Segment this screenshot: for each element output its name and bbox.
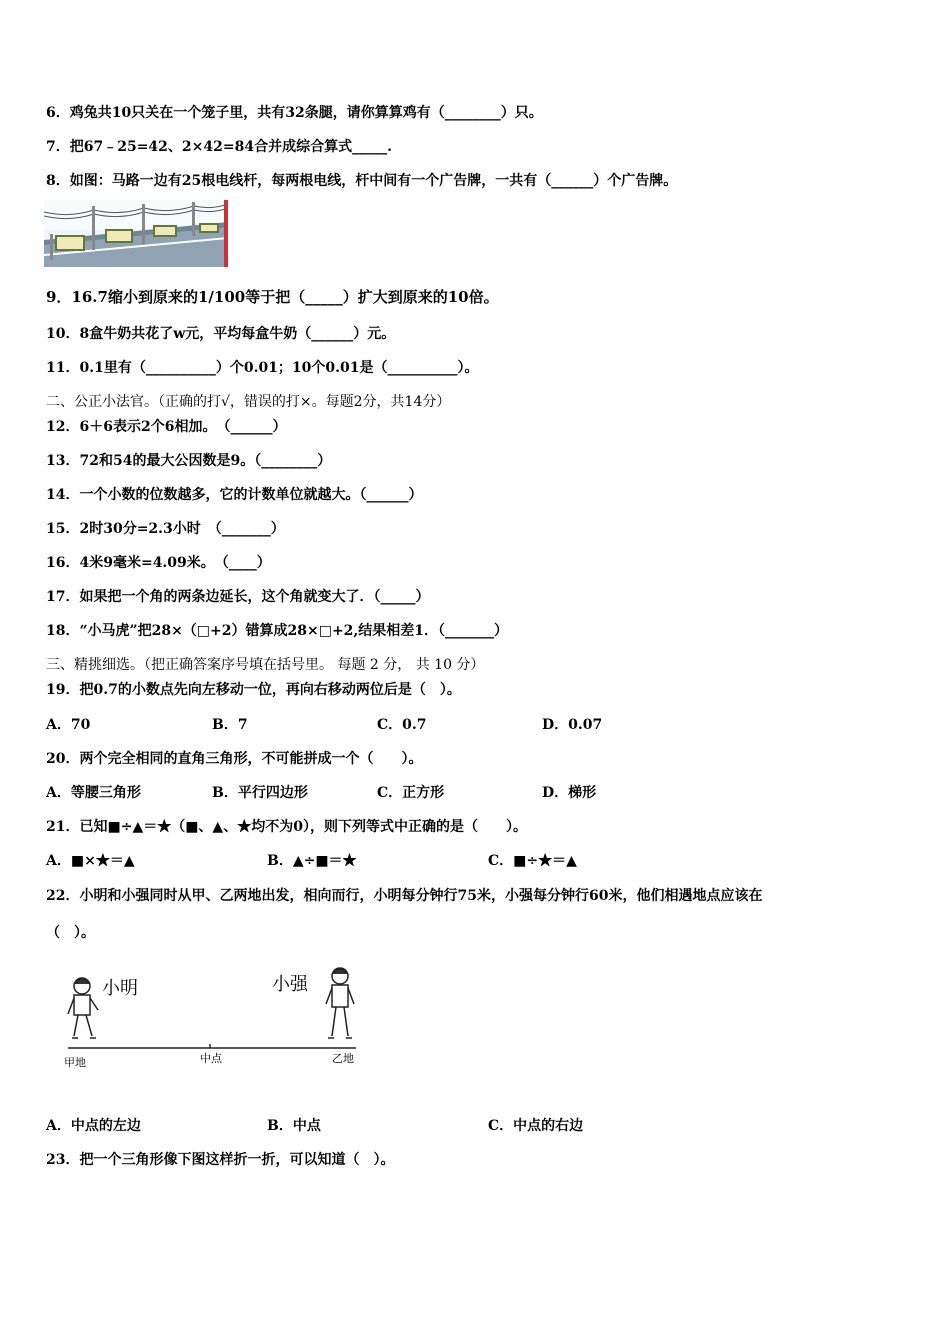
q22-option-a: A．中点的左边 — [46, 1118, 141, 1134]
label-midpoint: 中点 — [200, 1053, 222, 1065]
q20-option-b: B．平行四边形 — [212, 785, 308, 801]
question-22-line-1: 22．小明和小强同时从甲、乙两地出发，相向而行，小明每分钟行75米，小强每分钟行60米，他们相遇地点应该在 — [46, 888, 763, 904]
question-16: 16．4米9毫米=4.09米。 （____） — [46, 555, 271, 571]
q21-option-c: C．■÷★＝▲ — [488, 853, 577, 869]
utility-pole-illustration — [44, 200, 228, 267]
q19-option-b: B．7 — [212, 717, 248, 733]
name-xiaoqiang: 小强 — [272, 974, 308, 994]
meeting-point-diagram — [60, 958, 370, 1074]
label-yi: 乙地 — [332, 1053, 354, 1065]
q19-option-d: D．0.07 — [542, 717, 603, 733]
q21-option-b: B．▲÷■＝★ — [267, 853, 357, 869]
q22-option-b: B．中点 — [267, 1118, 321, 1134]
question-14: 14．一个小数的位数越多，它的计数单位就越大。（______） — [46, 487, 423, 503]
section-2-heading: 二、公正小法官。（正确的打√，错误的打×。每题2分，共14分） — [46, 394, 451, 410]
question-21: 21．已知■÷▲＝★（■、▲、★均不为0），则下列等式中正确的是（ ）。 — [46, 819, 527, 835]
question-6: 6．鸡兔共10只关在一个笼子里，共有32条腿，请你算算鸡有（________）只。 — [46, 105, 543, 121]
q20-option-d: D．梯形 — [542, 785, 597, 801]
q20-option-a: A．等腰三角形 — [46, 785, 141, 801]
question-11: 11．0.1里有（__________）个0.01；10个0.01是（__________）。 — [46, 360, 479, 376]
label-jia: 甲地 — [64, 1057, 86, 1069]
question-12: 12．6＋6表示2个6相加。 （______） — [46, 419, 287, 435]
question-9: 9．16.7缩小到原来的1/100等于把（_____）扩大到原来的10倍。 — [46, 288, 499, 306]
q20-option-c: C．正方形 — [377, 785, 445, 801]
question-23: 23．把一个三角形像下图这样折一折，可以知道（ ）。 — [46, 1152, 395, 1168]
name-xiaoming: 小明 — [102, 978, 138, 998]
question-17: 17．如果把一个角的两条边延长，这个角就变大了．（_____） — [46, 589, 430, 605]
xiaoming-figure — [68, 978, 98, 1038]
q19-option-c: C．0.7 — [377, 717, 427, 733]
xiaoqiang-figure — [326, 968, 354, 1038]
q19-option-a: A．70 — [46, 717, 91, 733]
question-7: 7．把67﹣25=42、2×42=84合并成综合算式_____. — [46, 139, 392, 155]
question-13: 13．72和54的最大公因数是9。（________） — [46, 453, 332, 469]
q22-option-c: C．中点的右边 — [488, 1118, 584, 1134]
q21-option-a: A．■×★＝▲ — [46, 853, 135, 869]
question-20: 20．两个完全相同的直角三角形，不可能拼成一个（ ）。 — [46, 751, 423, 767]
section-3-heading: 三、精挑细选。（把正确答案序号填在括号里。 每题 2 分， 共 10 分） — [46, 657, 485, 673]
question-10: 10．8盒牛奶共花了w元，平均每盒牛奶（______）元。 — [46, 326, 396, 342]
question-8: 8．如图：马路一边有25根电线杆，每两根电线，杆中间有一个广告牌，一共有（______）个广告牌。 — [46, 173, 678, 189]
question-22-line-2: （ ）。 — [46, 925, 95, 941]
question-18: 18．“小马虎”把28×（□+2）错算成28×□+2,结果相差1．（_______） — [46, 623, 509, 639]
question-19: 19．把0.7的小数点先向左移动一位，再向右移动两位后是（ ）。 — [46, 682, 461, 698]
question-15: 15．2时30分=2.3小时 （_______） — [46, 521, 285, 537]
